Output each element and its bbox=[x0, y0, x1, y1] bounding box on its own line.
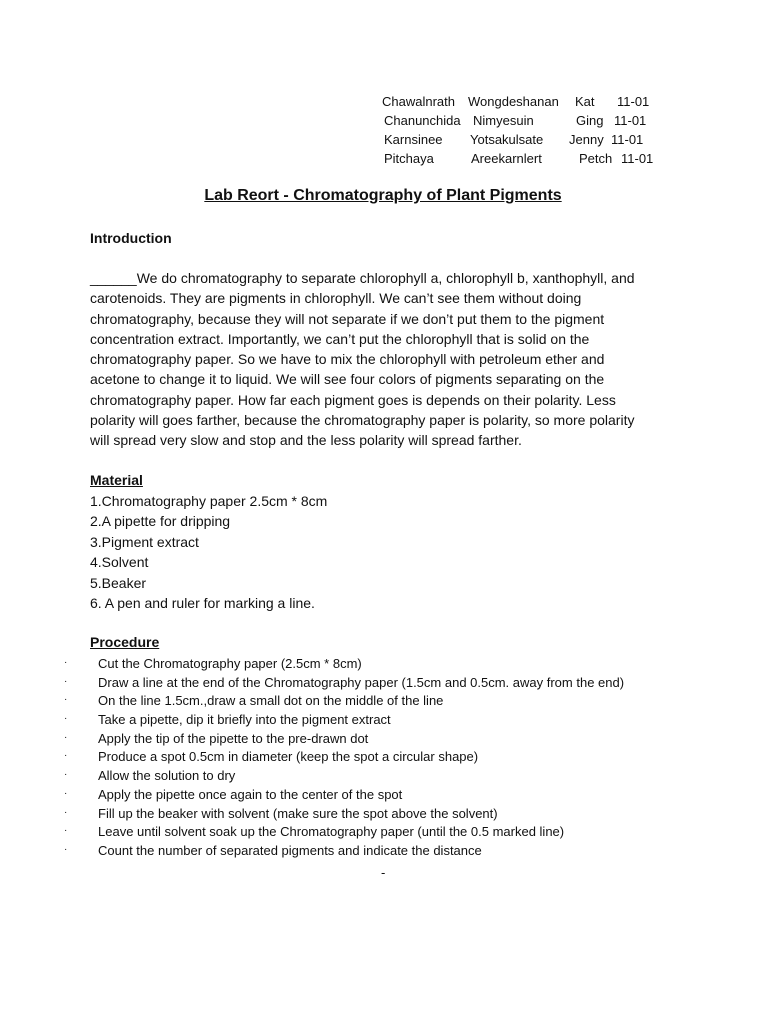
author-first-name: Chawalnrath bbox=[382, 94, 455, 109]
document-title: Lab Reort - Chromatography of Plant Pigments bbox=[204, 187, 562, 204]
bullet-mark: · bbox=[64, 843, 68, 855]
paragraph-line: acetone to change it to liquid. We will see four colors of pigments separating on the bbox=[90, 371, 605, 388]
procedure-step-text: Draw a line at the end of the Chromatography paper (1.5cm and 0.5cm. away from the end) bbox=[98, 674, 625, 690]
paragraph-line: concentration extract. Importantly, we can’t put the chlorophyll that is solid on the bbox=[90, 330, 590, 347]
paragraph-line: will spread very slow and stop and the less polarity will spread farther. bbox=[90, 432, 522, 449]
material-item: 5.Beaker bbox=[90, 574, 147, 591]
author-last-name: Wongdeshanan bbox=[468, 94, 559, 109]
introduction-paragraph bbox=[90, 268, 670, 451]
bullet-mark: · bbox=[64, 731, 68, 743]
paragraph-line: chromatography paper. How far each pigment goes is depends on their polarity. Less bbox=[90, 391, 616, 408]
author-first-name: Chanunchida bbox=[384, 113, 461, 128]
author-class: 11-01 bbox=[621, 151, 654, 166]
paragraph-line: chromatography, because they will not separate if we don’t put them to the pigment bbox=[90, 310, 605, 327]
author-last-name: Areekarnlert bbox=[471, 151, 542, 166]
procedure-step-text: Allow the solution to dry bbox=[98, 768, 236, 784]
material-item: 4.Solvent bbox=[90, 554, 149, 571]
paragraph-line: ______We do chromatography to separate chlorophyll a, chlorophyll b, xanthophyll, and bbox=[90, 270, 635, 286]
material-item: 1.Chromatography paper 2.5cm * 8cm bbox=[90, 493, 328, 509]
author-last-name: Nimyesuin bbox=[473, 113, 534, 128]
procedure-step-text: Count the number of separated pigments and indicate the distance bbox=[98, 842, 482, 858]
author-nickname: Ging bbox=[576, 113, 604, 128]
bullet-mark: · bbox=[64, 694, 68, 706]
material-item: 6. A pen and ruler for marking a line. bbox=[90, 594, 315, 611]
bullet-mark: · bbox=[64, 787, 68, 799]
procedure-step-text: Cut the Chromatography paper (2.5cm * 8cm) bbox=[98, 656, 362, 671]
author-class: 11-01 bbox=[617, 94, 650, 109]
author-nickname: Kat bbox=[575, 94, 595, 109]
material-item: 2.A pipette for dripping bbox=[90, 513, 231, 530]
bullet-mark: · bbox=[64, 806, 68, 818]
bullet-mark: · bbox=[64, 713, 68, 725]
procedure-step-text: Take a pipette, dip it briefly into the pigment extract bbox=[98, 712, 391, 728]
author-class: 11-01 bbox=[611, 132, 644, 147]
author-class: 11-01 bbox=[614, 113, 647, 128]
material-item: 3.Pigment extract bbox=[90, 533, 199, 550]
procedure-step-text: Produce a spot 0.5cm in diameter (keep the spot a circular shape) bbox=[98, 749, 479, 765]
procedure-step-text: Fill up the beaker with solvent (make sure the spot above the solvent) bbox=[98, 805, 498, 821]
paragraph-line: chromatography paper. So we have to mix the chlorophyll with petroleum ether and bbox=[90, 351, 605, 368]
author-first-name: Pitchaya bbox=[384, 151, 434, 166]
bullet-mark: · bbox=[64, 675, 68, 687]
bullet-mark: · bbox=[64, 769, 68, 781]
procedure-step-text: On the line 1.5cm.,draw a small dot on the middle of the line bbox=[98, 693, 444, 709]
bullet-mark: · bbox=[64, 825, 68, 837]
author-nickname: Jenny bbox=[569, 132, 604, 147]
material-heading: Material bbox=[90, 472, 143, 488]
procedure-step-text: Apply the tip of the pipette to the pre-drawn dot bbox=[98, 730, 369, 746]
author-first-name: Karnsinee bbox=[384, 132, 443, 147]
paragraph-line: carotenoids. They are pigments in chlorophyll. We can’t see them without doing bbox=[90, 290, 582, 307]
procedure-step-text: Leave until solvent soak up the Chromatography paper (until the 0.5 marked line) bbox=[98, 824, 565, 840]
bullet-mark: · bbox=[64, 657, 68, 668]
footer-mark: - bbox=[381, 865, 386, 880]
paragraph-line: polarity will goes farther, because the chromatography paper is polarity, so more polarity bbox=[90, 412, 635, 429]
material-list bbox=[90, 491, 327, 613]
procedure-step-text: Apply the pipette once again to the center of the spot bbox=[98, 786, 403, 802]
author-last-name: Yotsakulsate bbox=[470, 132, 544, 147]
author-nickname: Petch bbox=[579, 151, 613, 166]
bullet-mark: · bbox=[64, 750, 68, 762]
procedure-heading: Procedure bbox=[90, 634, 160, 650]
introduction-heading: Introduction bbox=[90, 230, 172, 246]
